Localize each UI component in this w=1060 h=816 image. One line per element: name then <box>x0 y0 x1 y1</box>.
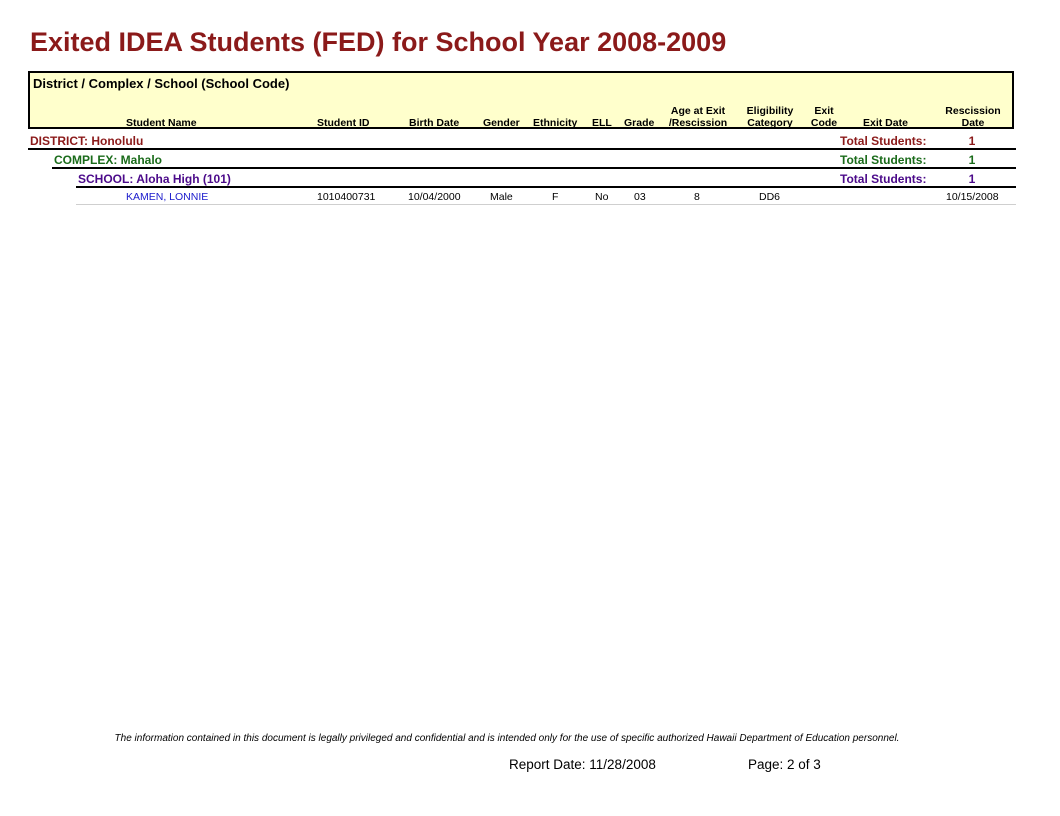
school-label: SCHOOL: Aloha High (101) <box>78 172 231 186</box>
district-label: DISTRICT: Honolulu <box>30 134 144 148</box>
col-header-age-at-exit: Age at Exit /Rescission <box>668 105 728 129</box>
eligibility-category: DD6 <box>759 191 781 203</box>
ell: No <box>595 191 609 203</box>
group-header-title: District / Complex / School (School Code) <box>33 76 290 91</box>
col-header-rescission-date: Rescission Date <box>945 105 1001 129</box>
district-total-label: Total Students: <box>840 134 927 148</box>
student-name: KAMEN, LONNIE <box>126 191 209 203</box>
page-number: Page: 2 of 3 <box>748 757 821 772</box>
complex-total-value: 1 <box>968 153 976 167</box>
district-total-value: 1 <box>968 134 976 148</box>
grade: 03 <box>634 191 646 203</box>
ethnicity: F <box>552 191 559 203</box>
col-header-exit-code: Exit Code <box>810 105 838 129</box>
report-title: Exited IDEA Students (FED) for School Year 2008-2009 <box>30 27 727 57</box>
col-header-ell: ELL <box>592 117 612 129</box>
col-header-gender: Gender <box>483 117 520 129</box>
col-header-grade: Grade <box>624 117 655 129</box>
report-date: Report Date: 11/28/2008 <box>509 757 656 772</box>
school-total-label: Total Students: <box>840 172 927 186</box>
row-divider <box>76 204 1016 205</box>
col-header-eligibility-category: Eligibility Category <box>746 105 794 129</box>
complex-divider <box>52 167 1016 169</box>
col-header-student-id: Student ID <box>317 117 370 129</box>
complex-total-label: Total Students: <box>840 153 927 167</box>
age-at-exit: 8 <box>694 191 700 203</box>
rescission-date: 10/15/2008 <box>946 191 999 203</box>
col-header-exit-date: Exit Date <box>863 117 908 129</box>
gender: Male <box>490 191 513 203</box>
confidentiality-disclaimer: The information contained in this document is legally privileged and confidential and is intended only for the use of specific authorized Hawaii Department of Education personnel. <box>114 733 900 744</box>
col-header-birth-date: Birth Date <box>409 117 460 129</box>
complex-label: COMPLEX: Mahalo <box>54 153 163 167</box>
district-divider <box>28 148 1016 150</box>
school-divider <box>76 186 1016 188</box>
student-id: 1010400731 <box>317 191 376 203</box>
birth-date: 10/04/2000 <box>408 191 461 203</box>
school-total-value: 1 <box>968 172 976 186</box>
col-header-ethnicity: Ethnicity <box>533 117 578 129</box>
col-header-student-name: Student Name <box>126 117 197 129</box>
